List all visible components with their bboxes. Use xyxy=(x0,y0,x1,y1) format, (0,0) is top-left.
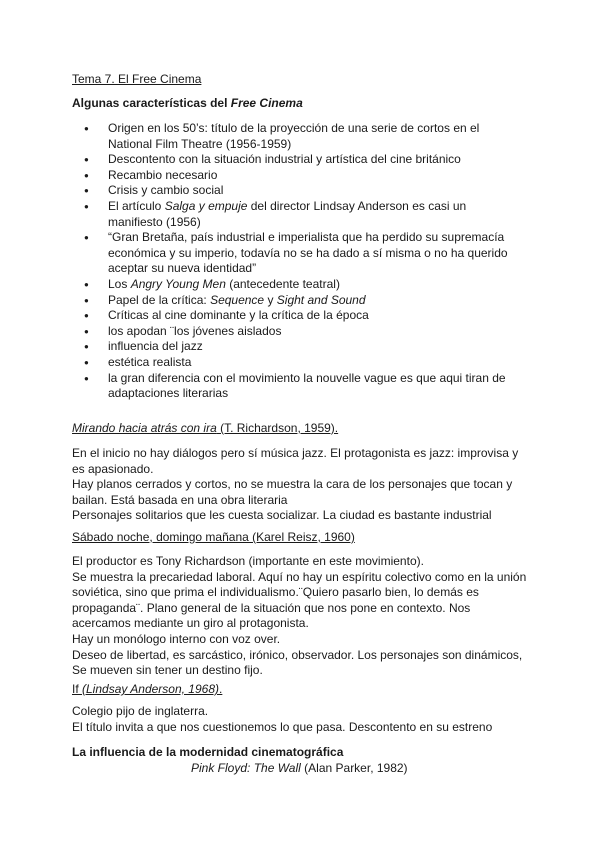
list-item-text: los apodan ¨los jóvenes aislados xyxy=(108,323,282,338)
list-item-text: influencia del jazz xyxy=(108,339,203,354)
list-item-text: Papel de la crítica: xyxy=(108,292,211,307)
final-subtitle-italic: Pink Floyd: The Wall xyxy=(191,761,301,775)
list-item-text: estética realista xyxy=(108,354,192,369)
film3-title xyxy=(72,682,532,698)
list-item-italic: Sequence xyxy=(210,292,265,307)
list-item xyxy=(72,339,522,355)
list-item xyxy=(72,230,522,277)
list-item xyxy=(72,371,522,402)
section-heading xyxy=(72,96,303,110)
list-item-text: Los xyxy=(108,276,131,291)
list-item-italic: Salga y empuje xyxy=(164,198,248,213)
paragraph-line: El productor es Tony Richardson (importante en este movimiento). xyxy=(72,554,424,568)
film3-title-italic: (Lindsay Anderson, 1968) xyxy=(82,682,219,696)
final-subtitle-rest: (Alan Parker, 1982) xyxy=(300,761,408,775)
list-item xyxy=(72,308,522,324)
list-item-text: Origen en los 50’s: título de la proyección de una serie de cortos en el National Film Theatre (1956-1959) xyxy=(108,121,480,151)
list-item-text: Recambio necesario xyxy=(108,167,218,182)
film3-title-end: . xyxy=(219,682,223,696)
film3-notes xyxy=(72,704,532,735)
film1-title-rest: (T. Richardson, 1959). xyxy=(216,421,339,435)
film1-title xyxy=(72,421,532,437)
final-subtitle xyxy=(191,761,408,775)
final-heading: La influencia de la modernidad cinematográfica xyxy=(72,745,344,759)
list-item-italic: Sight and Sound xyxy=(276,292,366,307)
film1-title-italic: Mirando hacia atrás con ira xyxy=(72,421,217,435)
paragraph-line: Colegio pijo de inglaterra. xyxy=(72,704,209,718)
list-item xyxy=(72,121,522,152)
list-item xyxy=(72,183,522,199)
film2-title: Sábado noche, domingo mañana (Karel Reisz, 1960) xyxy=(72,530,355,544)
list-item-text: El artículo xyxy=(108,198,165,213)
list-item-text: Descontento con la situación industrial y artística del cine británico xyxy=(108,152,461,167)
list-item-text: del director Lindsay Anderson es casi un manifiesto (1956) xyxy=(108,198,467,229)
list-item xyxy=(72,355,522,371)
characteristics-list xyxy=(72,121,522,402)
section-heading-prefix: Algunas características del xyxy=(72,96,231,110)
paragraph-line: Se muestra la precariedad laboral. Aquí no hay un espíritu colectivo como en la unión soviética, sino que prima el individualismo.¨Quiero pasarlo bien, lo demás es propaganda¨. Plano general de la situación que nos pone en contexto. Nos acercamos mediante un giro al protagonista. xyxy=(72,569,527,631)
list-item-text: Crisis y cambio social xyxy=(108,183,224,198)
paragraph-line: En el inicio no hay diálogos pero sí música jazz. El protagonista es jazz: improvisa y es apasionado. xyxy=(72,446,519,476)
paragraph-line: Hay un monólogo interno con voz over. xyxy=(72,631,281,646)
list-item xyxy=(72,168,522,184)
film1-notes xyxy=(72,446,532,524)
list-item-text: Críticas al cine dominante y la crítica de la época xyxy=(108,308,369,323)
list-item-text: la gran diferencia con el movimiento la nouvelle vague es que aqui tiran de adaptaciones literarias xyxy=(108,370,506,401)
list-item xyxy=(72,277,522,293)
list-item-italic: Angry Young Men xyxy=(130,276,226,291)
list-item xyxy=(72,324,522,340)
list-item xyxy=(72,152,522,168)
paragraph-line: El título invita a que nos cuestionemos lo que pasa. Descontento en su estreno xyxy=(72,719,493,734)
section-heading-italic: Free Cinema xyxy=(230,96,303,110)
paragraph-line: Personajes solitarios que les cuesta socializar. La ciudad es bastante industrial xyxy=(72,508,492,523)
film2-notes xyxy=(72,554,532,679)
paragraph-line: Deseo de libertad, es sarcástico, irónico, observador. Los personajes son dinámicos, Se mueven sin tener un destino fijo. xyxy=(72,647,523,678)
list-item-text: (antecedente teatral) xyxy=(225,276,340,291)
film3-title-plain: If xyxy=(72,682,83,696)
paragraph-line: Hay planos cerrados y cortos, no se muestra la cara de los personajes que tocan y bailan. Está basada en una obra literaria xyxy=(72,477,513,507)
document-title: Tema 7. El Free Cinema xyxy=(72,72,202,86)
list-item xyxy=(72,293,522,309)
list-item-text: “Gran Bretaña, país industrial e imperialista que ha perdido su supremacía económica y su imperio, todavía no se ha dado a sí misma o no ha querido aceptar su nueva identidad” xyxy=(108,230,508,276)
list-item xyxy=(72,199,522,230)
list-item-text: y xyxy=(264,292,277,307)
